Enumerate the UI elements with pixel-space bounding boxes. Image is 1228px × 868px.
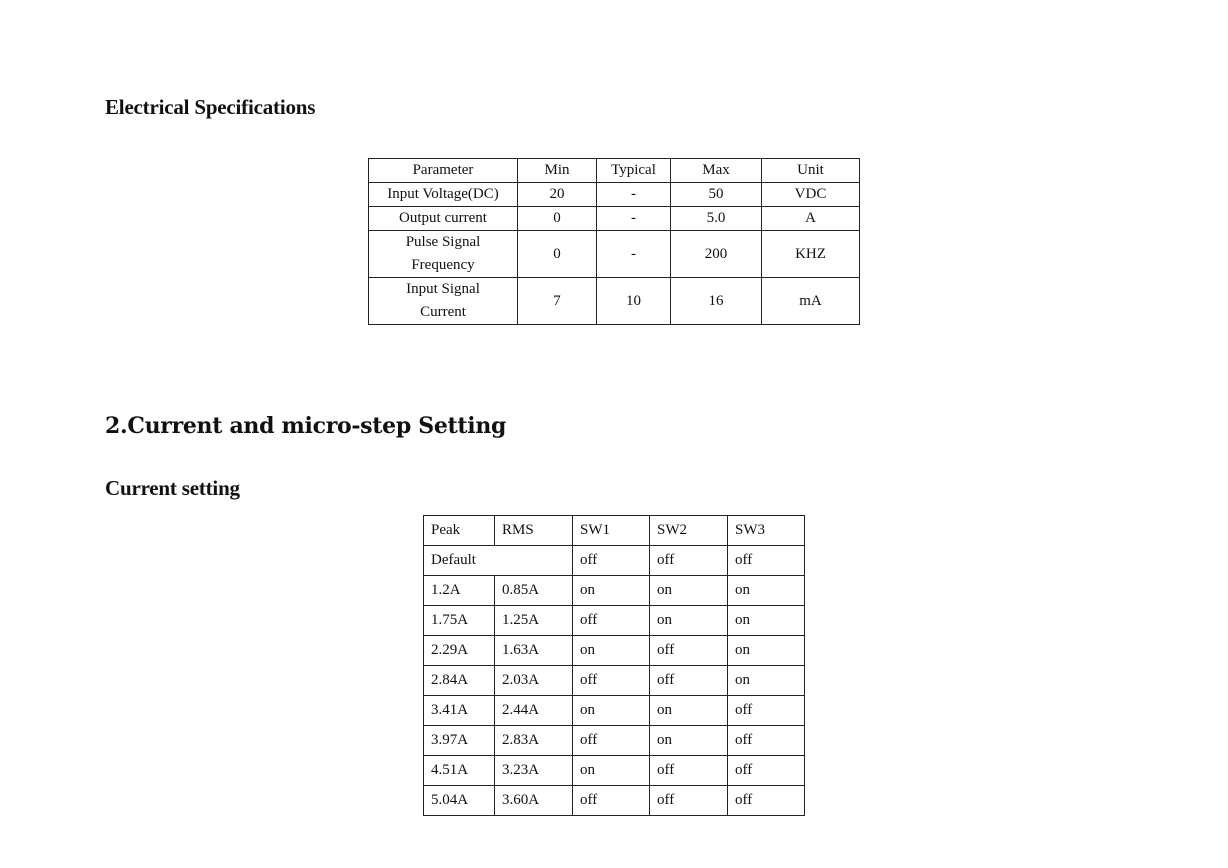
table-cell: 3.23A: [495, 756, 573, 786]
table-cell: off: [573, 786, 650, 816]
table-row: [424, 606, 805, 636]
header-cell: Min: [518, 159, 597, 183]
table-cell: 3.60A: [495, 786, 573, 816]
table-cell: off: [573, 606, 650, 636]
current-setting-heading: Current setting: [105, 476, 240, 500]
table-cell: off: [650, 786, 728, 816]
header-cell: Typical: [597, 159, 671, 183]
electrical-spec-table: [368, 158, 860, 325]
header-cell: SW2: [650, 516, 728, 546]
table-cell: VDC: [762, 183, 860, 207]
table-cell: 0: [518, 207, 597, 231]
table-cell: 2.03A: [495, 666, 573, 696]
table-cell: 5.04A: [424, 786, 495, 816]
table-cell: on: [728, 666, 805, 696]
table-cell: Input Voltage(DC): [369, 183, 518, 207]
table-cell: off: [728, 786, 805, 816]
table-cell: 1.2A: [424, 576, 495, 606]
header-cell: SW3: [728, 516, 805, 546]
header-cell: Max: [671, 159, 762, 183]
table-cell: off: [573, 546, 650, 576]
header-cell: Unit: [762, 159, 860, 183]
table-cell: 2.44A: [495, 696, 573, 726]
header-cell: RMS: [495, 516, 573, 546]
table-cell: 0: [518, 231, 597, 278]
header-cell: SW1: [573, 516, 650, 546]
table-cell: 0.85A: [495, 576, 573, 606]
table-cell: Default: [424, 546, 573, 576]
header-cell: Peak: [424, 516, 495, 546]
table-row: [424, 636, 805, 666]
table-cell: 1.63A: [495, 636, 573, 666]
table-cell: 50: [671, 183, 762, 207]
table-cell: off: [650, 636, 728, 666]
table-cell: off: [728, 546, 805, 576]
table-cell: 16: [671, 278, 762, 325]
electrical-specifications-heading: Electrical Specifications: [105, 95, 316, 119]
table-cell: 1.75A: [424, 606, 495, 636]
table-cell: 3.41A: [424, 696, 495, 726]
table-cell: -: [597, 207, 671, 231]
table-cell: A: [762, 207, 860, 231]
table-cell: off: [650, 756, 728, 786]
default-row: [424, 546, 805, 576]
table-cell: -: [597, 183, 671, 207]
table-cell: 3.97A: [424, 726, 495, 756]
table-cell: mA: [762, 278, 860, 325]
table-cell: on: [728, 576, 805, 606]
table-cell: off: [650, 666, 728, 696]
table-cell: 2.83A: [495, 726, 573, 756]
table-row: [369, 207, 860, 231]
table-header-row: [369, 159, 860, 183]
header-cell: Parameter: [369, 159, 518, 183]
table-cell: 2.84A: [424, 666, 495, 696]
table-cell: off: [573, 726, 650, 756]
table-row: [424, 786, 805, 816]
table-row: [369, 231, 860, 278]
table-cell: off: [728, 696, 805, 726]
table-cell: 10: [597, 278, 671, 325]
table-row: [424, 756, 805, 786]
table-cell: 20: [518, 183, 597, 207]
table-row: [424, 666, 805, 696]
table-cell: Pulse Signal Frequency: [369, 231, 518, 278]
table-row: [369, 183, 860, 207]
table-cell: KHZ: [762, 231, 860, 278]
table-cell: on: [650, 726, 728, 756]
table-cell: 1.25A: [495, 606, 573, 636]
current-setting-table: [423, 515, 805, 816]
section-2-heading: 2.Current and micro-step Setting: [105, 413, 507, 439]
table-cell: off: [728, 726, 805, 756]
table-cell: 2.29A: [424, 636, 495, 666]
table-cell: on: [650, 696, 728, 726]
table-row: [424, 696, 805, 726]
table-header-row: [424, 516, 805, 546]
table-row: [424, 576, 805, 606]
table-cell: off: [728, 756, 805, 786]
table-cell: on: [728, 636, 805, 666]
table-cell: on: [650, 576, 728, 606]
table-cell: off: [650, 546, 728, 576]
table-cell: 5.0: [671, 207, 762, 231]
table-cell: 200: [671, 231, 762, 278]
table-row: [369, 278, 860, 325]
table-cell: 7: [518, 278, 597, 325]
table-cell: on: [728, 606, 805, 636]
table-cell: on: [573, 576, 650, 606]
table-row: [424, 726, 805, 756]
table-cell: -: [597, 231, 671, 278]
table-cell: 4.51A: [424, 756, 495, 786]
table-cell: on: [573, 696, 650, 726]
table-cell: Output current: [369, 207, 518, 231]
table-cell: Input Signal Current: [369, 278, 518, 325]
table-cell: on: [650, 606, 728, 636]
table-cell: on: [573, 636, 650, 666]
table-cell: on: [573, 756, 650, 786]
table-cell: off: [573, 666, 650, 696]
